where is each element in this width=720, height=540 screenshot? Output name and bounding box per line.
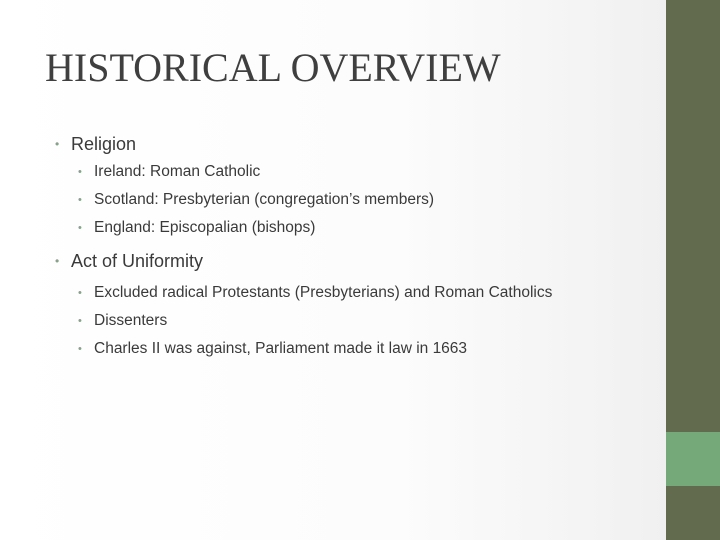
bullet-item-religion <box>55 130 655 158</box>
bullet-icon: • <box>55 254 60 268</box>
bullet-icon: • <box>78 287 82 299</box>
decorative-accent-square <box>666 432 720 486</box>
bullet-icon: • <box>78 194 82 206</box>
bullet-item-act-of-uniformity <box>55 247 655 275</box>
sub-bullet-item-ireland <box>55 158 655 186</box>
sub-bullet-text: England: Episcopalian (bishops) <box>94 219 316 236</box>
sub-bullet-item-scotland <box>55 186 655 214</box>
sub-bullet-item-excluded <box>55 279 655 307</box>
bullet-icon: • <box>78 343 82 355</box>
slide-title: HISTORICAL OVERVIEW <box>45 45 501 90</box>
bullet-icon: • <box>55 137 60 151</box>
sub-bullet-item-england <box>55 214 655 242</box>
sub-bullet-text: Scotland: Presbyterian (congregation’s members) <box>94 191 435 208</box>
sub-bullet-text: Ireland: Roman Catholic <box>94 163 261 180</box>
sub-bullet-text: Dissenters <box>94 312 168 329</box>
sub-bullet-item-charles-ii <box>55 335 655 363</box>
bullet-icon: • <box>78 166 82 178</box>
sub-bullet-item-dissenters <box>55 307 655 335</box>
bullet-icon: • <box>78 315 82 327</box>
sub-bullet-text: Excluded radical Protestants (Presbyterians) and Roman Catholics <box>94 284 553 301</box>
bullet-text: Religion <box>71 134 137 154</box>
bullet-icon: • <box>78 222 82 234</box>
sub-bullet-text: Charles II was against, Parliament made it law in 1663 <box>94 340 468 357</box>
bullet-text: Act of Uniformity <box>71 251 204 271</box>
bullet-list <box>55 130 655 363</box>
